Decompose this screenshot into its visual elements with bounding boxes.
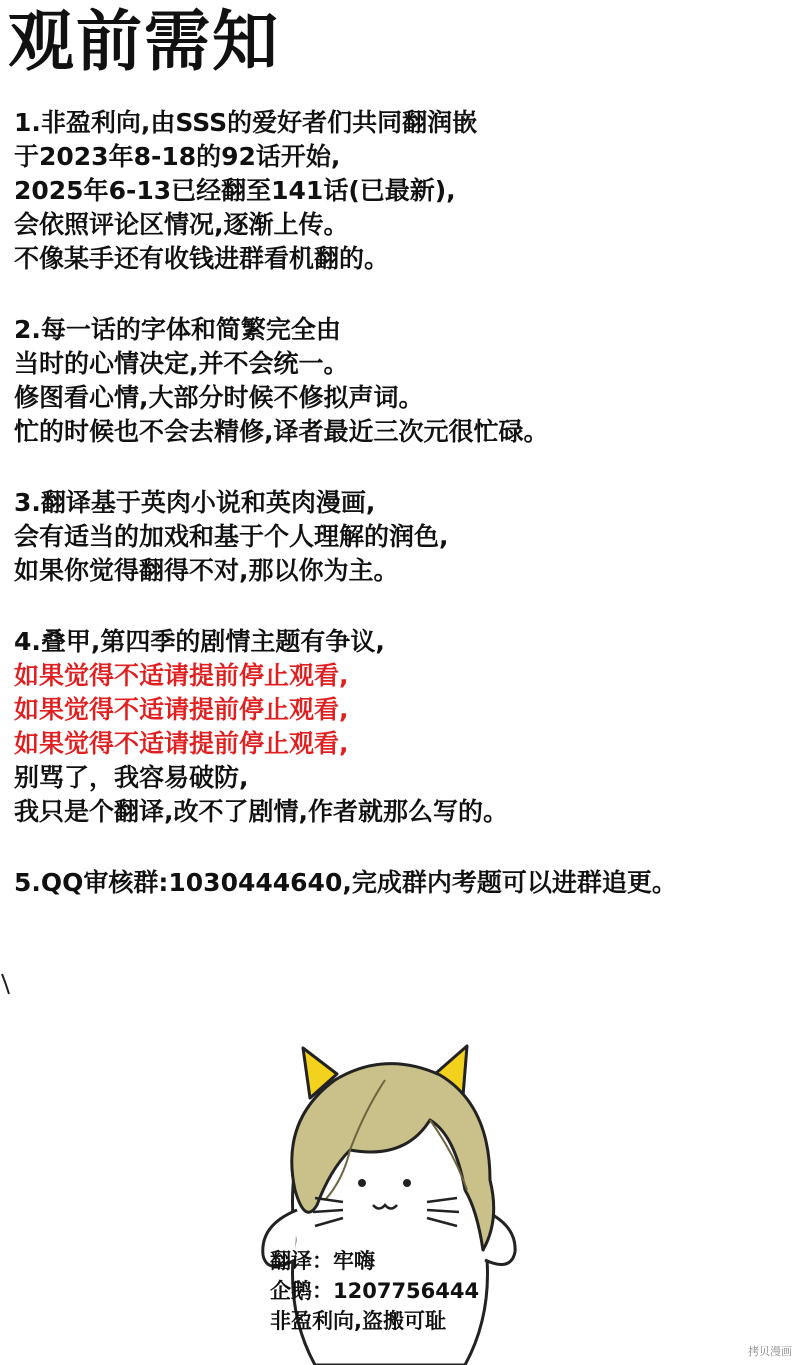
translator-credits (270, 1246, 479, 1336)
translator-credit: 翻译：牢嗨 (270, 1249, 375, 1273)
notice-item-2 (14, 313, 794, 449)
notice-body (14, 106, 794, 937)
pen-stroke-mark (0, 972, 12, 996)
warning-line: 如果觉得不适请提前停止观看, (14, 661, 349, 690)
notice-line: 5.QQ审核群:1030444640,完成群内考题可以进群追更。 (14, 868, 677, 897)
warning-line: 如果觉得不适请提前停止观看, (14, 729, 349, 758)
page-title: 观前需知 (8, 3, 280, 80)
notice-line: 会依照评论区情况,逐渐上传。 (14, 210, 349, 239)
notice-line: 3.翻译基于英肉小说和英肉漫画, (14, 488, 376, 517)
notice-line: 会有适当的加戏和基于个人理解的润色, (14, 522, 449, 551)
notice-line: 我只是个翻译,改不了剧情,作者就那么写的。 (14, 797, 508, 826)
warning-line: 如果觉得不适请提前停止观看, (14, 695, 349, 724)
notice-item-4 (14, 625, 794, 829)
notice-line: 如果你觉得翻得不对,那以你为主。 (14, 556, 399, 585)
qq-number: 企鹅：1207756444 (270, 1279, 480, 1303)
notice-line: 别骂了，我容易破防, (14, 763, 249, 792)
notice-line: 忙的时候也不会去精修,译者最近三次元很忙碌。 (14, 417, 549, 446)
notice-line: 4.叠甲,第四季的剧情主题有争议, (14, 627, 385, 656)
notice-item-5 (14, 866, 794, 900)
notice-line: 2.每一话的字体和简繁完全由 (14, 315, 341, 344)
nonprofit-notice: 非盈利向,盗搬可耻 (270, 1309, 446, 1333)
site-watermark: 拷贝漫画 (748, 1345, 792, 1358)
notice-line: 不像某手还有收钱进群看机翻的。 (14, 244, 390, 273)
notice-line: 当时的心情决定,并不会统一。 (14, 349, 349, 378)
notice-line: 2025年6-13已经翻至141话(已最新), (14, 176, 456, 205)
notice-line: 修图看心情,大部分时候不修拟声词。 (14, 383, 424, 412)
notice-line: 1.非盈利向,由SSS的爱好者们共同翻润嵌 (14, 108, 478, 137)
notice-line: 于2023年8-18的92话开始, (14, 142, 341, 171)
notice-item-3 (14, 486, 794, 588)
notice-item-1 (14, 106, 794, 276)
